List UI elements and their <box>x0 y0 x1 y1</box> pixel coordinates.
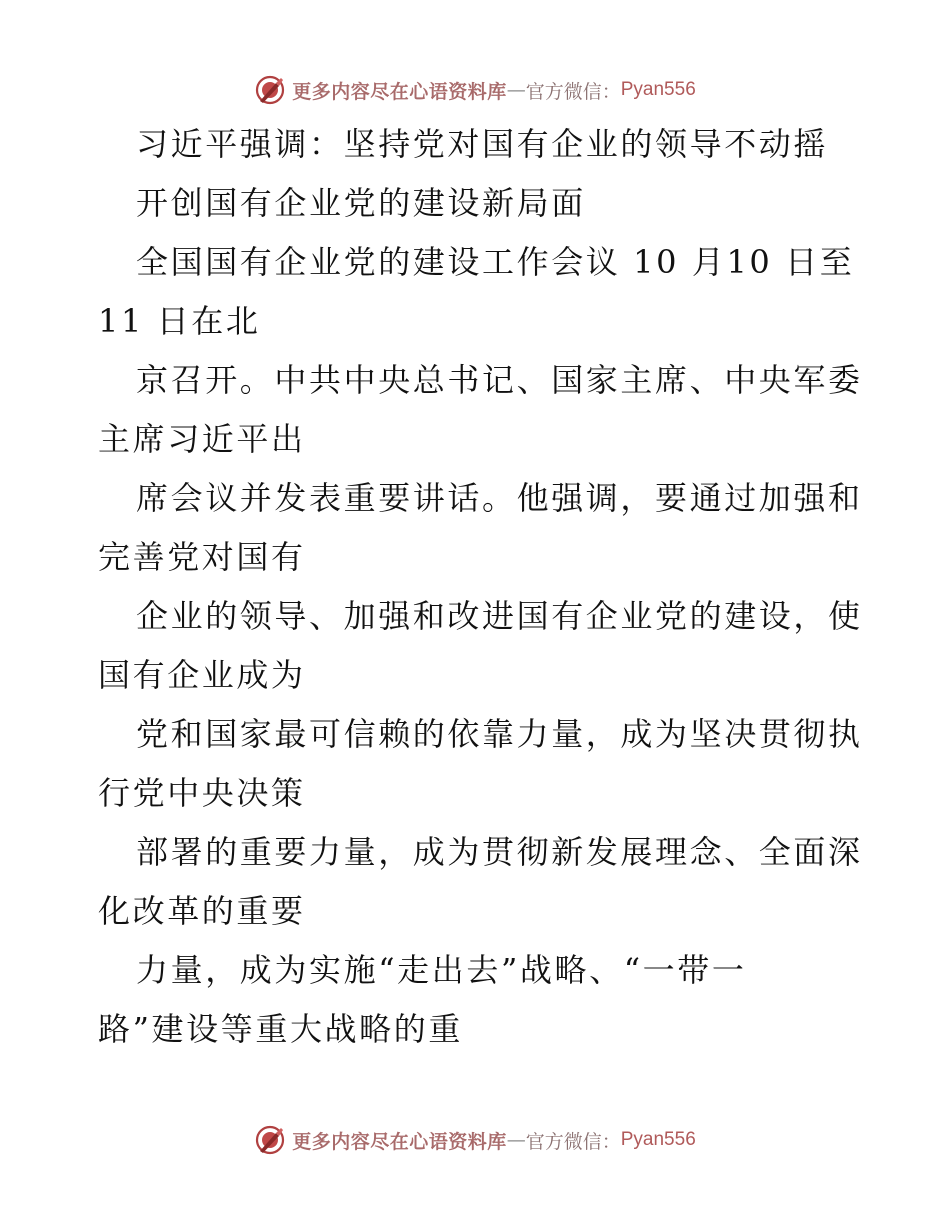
document-subtitle: 开创国有企业党的建设新局面 <box>136 184 586 222</box>
watermark-brand: 更多内容尽在心语资料库 <box>292 80 507 103</box>
body-line: 席会议并发表重要讲话。他强调，要通过加强和 <box>136 479 863 517</box>
document-title: 习近平强调：坚持党对国有企业的领导不动摇 <box>136 125 829 163</box>
body-line: 路”建设等重大战略的重 <box>98 1010 463 1048</box>
body-line: 完善党对国有 <box>98 538 306 576</box>
body-line: 11 日在北 <box>98 302 261 340</box>
watermark-wechat-label: 官方微信： <box>525 80 621 103</box>
pen-logo-icon <box>254 74 286 106</box>
body-line: 主席习近平出 <box>98 420 306 458</box>
watermark-wechat-label: 官方微信： <box>525 1130 621 1153</box>
pen-logo-icon <box>254 1124 286 1156</box>
body-line: 力量，成为实施“走出去”战略、“一带一 <box>136 951 747 989</box>
watermark-wechat-id: Pyan556 <box>620 1129 696 1150</box>
body-line: 行党中央决策 <box>98 774 306 812</box>
body-line: 京召开。中共中央总书记、国家主席、中央军委 <box>136 361 863 399</box>
body-line: 全国国有企业党的建设工作会议 10 月10 日至 <box>136 243 855 281</box>
body-line: 党和国家最可信赖的依靠力量，成为坚决贯彻执 <box>136 715 863 753</box>
body-line: 化改革的重要 <box>98 892 306 930</box>
watermark-wechat-id: Pyan556 <box>620 79 696 100</box>
footer-watermark <box>0 1122 950 1158</box>
watermark-brand: 更多内容尽在心语资料库 <box>292 1130 507 1153</box>
body-line: 企业的领导、加强和改进国有企业党的建设，使 <box>136 597 863 635</box>
body-line: 国有企业成为 <box>98 656 306 694</box>
watermark-separator: — <box>506 1129 526 1151</box>
header-watermark <box>0 72 950 108</box>
body-line: 部署的重要力量，成为贯彻新发展理念、全面深 <box>136 833 863 871</box>
watermark-separator: — <box>506 79 526 101</box>
